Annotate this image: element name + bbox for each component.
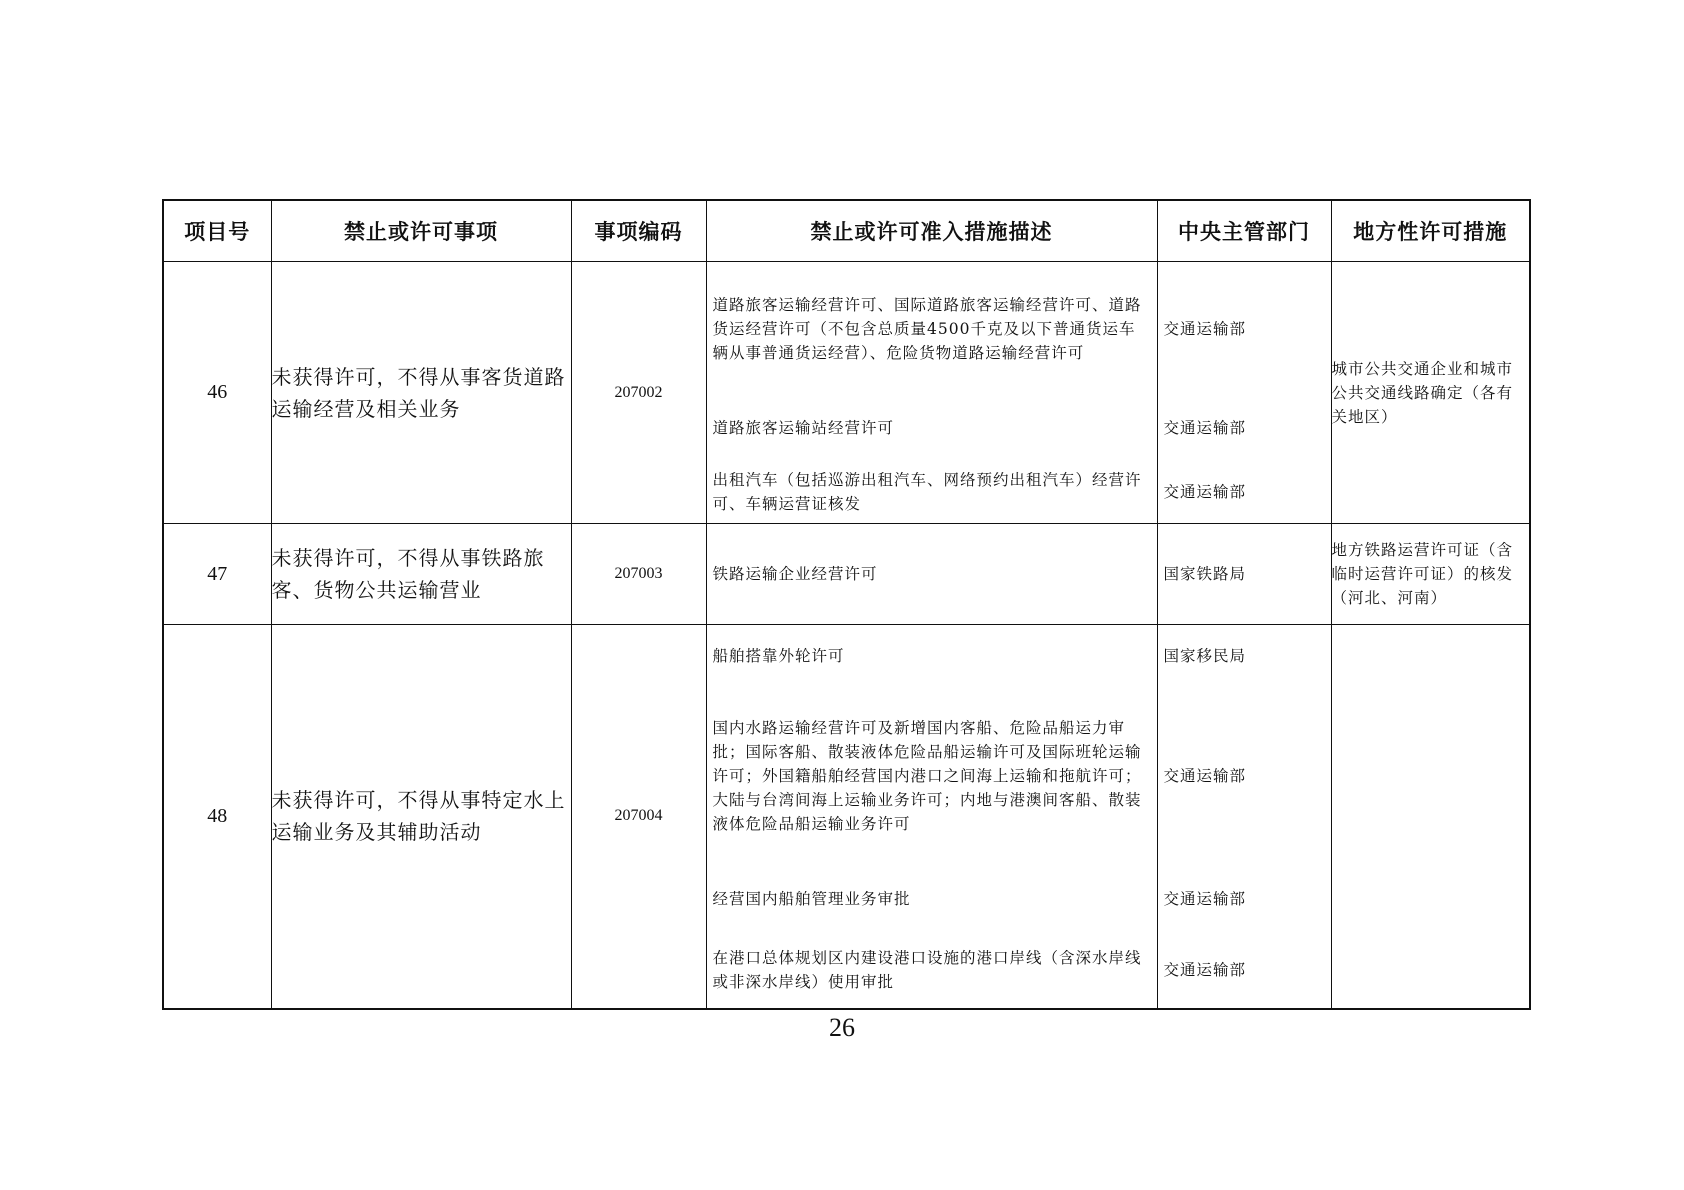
measure-desc: 船舶搭靠外轮许可 [712, 647, 845, 666]
table-row [163, 524, 1530, 625]
central-dept: 交通运输部 [1163, 482, 1247, 501]
permit-table [162, 199, 1531, 1010]
central-dept: 交通运输部 [1163, 961, 1247, 980]
central-dept: 交通运输部 [1163, 767, 1247, 786]
measure-desc: 在港口总体规划区内建设港口设施的港口岸线（含深水岸线或非深水岸线）使用审批 [712, 949, 1142, 992]
header-code: 事项编码 [571, 200, 706, 262]
header-measure-desc: 禁止或许可准入措施描述 [706, 200, 1157, 262]
measure-desc: 铁路运输企业经营许可 [712, 565, 878, 583]
row-number: 47 [163, 524, 271, 625]
row-code: 207002 [571, 262, 706, 524]
row-item: 未获得许可，不得从事特定水上运输业务及其辅助活动 [271, 625, 571, 1009]
row-measures [706, 524, 1157, 625]
row-depts [1157, 625, 1331, 1009]
header-local-measure: 地方性许可措施 [1331, 200, 1530, 262]
local-measure: 地方铁路运营许可证（含临时运营许可证）的核发（河北、河南） [1331, 524, 1530, 625]
central-dept: 国家移民局 [1163, 647, 1247, 666]
row-measures [706, 262, 1157, 524]
measure-desc: 国内水路运输经营许可及新增国内客船、危险品船运力审批；国际客船、散装液体危险品船运输许可及国际班轮运输许可；外国籍船舶经营国内港口之间海上运输和拖航许可；大陆与台湾间海上运输业务许可；内地与港澳间客船、散装液体危险品船运输业务许可 [712, 719, 1142, 834]
table-header-row [163, 200, 1530, 262]
central-dept: 国家铁路局 [1163, 565, 1247, 583]
measure-desc: 道路旅客运输经营许可、国际道路旅客运输经营许可、道路货运经营许可（不包含总质量4500千克及以下普通货运车辆从事普通货运经营）、危险货物道路运输经营许可 [712, 295, 1142, 362]
page-number: 26 [829, 1013, 855, 1042]
row-number: 48 [163, 625, 271, 1009]
header-item-no: 项目号 [163, 200, 271, 262]
row-item: 未获得许可，不得从事铁路旅客、货物公共运输营业 [271, 524, 571, 625]
header-item: 禁止或许可事项 [271, 200, 571, 262]
local-measure: 城市公共交通企业和城市公共交通线路确定（各有关地区） [1331, 262, 1530, 524]
row-number: 46 [163, 262, 271, 524]
measure-desc: 道路旅客运输站经营许可 [712, 418, 895, 437]
row-measures [706, 625, 1157, 1009]
row-item: 未获得许可，不得从事客货道路运输经营及相关业务 [271, 262, 571, 524]
measure-desc: 出租汽车（包括巡游出租汽车、网络预约出租汽车）经营许可、车辆运营证核发 [712, 470, 1142, 513]
header-central-dept: 中央主管部门 [1157, 200, 1331, 262]
central-dept: 交通运输部 [1163, 418, 1247, 437]
table-row [163, 625, 1530, 1009]
central-dept: 交通运输部 [1163, 319, 1247, 338]
row-depts [1157, 262, 1331, 524]
table-row [163, 262, 1530, 524]
measure-desc: 经营国内船舶管理业务审批 [712, 890, 911, 909]
central-dept: 交通运输部 [1163, 890, 1247, 909]
row-depts [1157, 524, 1331, 625]
row-code: 207004 [571, 625, 706, 1009]
row-code: 207003 [571, 524, 706, 625]
local-measure [1331, 625, 1530, 1009]
